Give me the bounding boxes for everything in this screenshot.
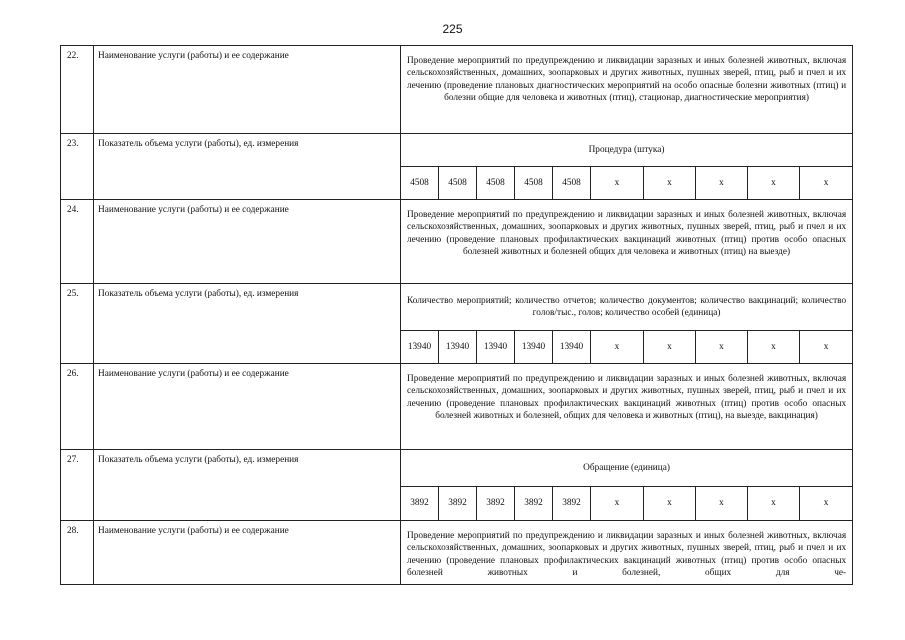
row-label: Показатель объема услуги (работы), ед. измерения	[94, 134, 401, 200]
value-cell: 13940	[401, 331, 439, 364]
value-cell: х	[644, 167, 696, 200]
value-cell: 3892	[477, 487, 515, 521]
value-cell: х	[696, 331, 748, 364]
table-row	[61, 46, 853, 134]
value-cell: х	[644, 331, 696, 364]
value-cell: 3892	[439, 487, 477, 521]
value-cell: 3892	[553, 487, 591, 521]
table-row	[61, 364, 853, 450]
value-cell: 3892	[515, 487, 553, 521]
value-cell: х	[696, 487, 748, 521]
value-cell: 4508	[477, 167, 515, 200]
value-cell: х	[644, 487, 696, 521]
service-description: Проведение мероприятий по предупреждению и ликвидации заразных и иных болезней животных, включая сельскохозяйственных, домашних, зоопарковых и других животных, пушных зверей, птиц, рыб и пчел и их лечению (проведение плановых профилактических вакцинаций животных (птиц) против особо опасных болезней животных и болезней, общих для человека и животных (птиц), на выезде, вакцинация)	[407, 374, 847, 421]
services-table	[60, 45, 853, 585]
value-cell: х	[800, 167, 853, 200]
value-cell: 13940	[477, 331, 515, 364]
row-number: 24.	[61, 200, 94, 284]
value-cell: х	[748, 167, 800, 200]
table-row	[61, 450, 853, 487]
service-description: Проведение мероприятий по предупреждению и ликвидации заразных и иных болезней животных, включая сельскохозяйственных, домашних, зоопарковых и других животных, пушных зверей, птиц, рыб и пчел и их лечению (проведение плановых профилактических вакцинаций животных (птиц) против особо опасных болезней животных и болезней общих для человека и животных (птиц) на выезде)	[407, 210, 847, 257]
value-cell: х	[800, 487, 853, 521]
row-number: 25.	[61, 284, 94, 364]
value-cell: 4508	[401, 167, 439, 200]
row-label: Показатель объема услуги (работы), ед. измерения	[94, 284, 401, 364]
value-cell: х	[591, 167, 644, 200]
row-number: 26.	[61, 364, 94, 450]
value-cell: 3892	[401, 487, 439, 521]
table-row	[61, 134, 853, 167]
value-cell: х	[591, 487, 644, 521]
value-cell: 13940	[515, 331, 553, 364]
page-number: 225	[442, 22, 463, 36]
row-label: Наименование услуги (работы) и ее содержание	[94, 46, 401, 134]
unit-of-measure: Обращение (единица)	[401, 450, 853, 487]
row-label: Наименование услуги (работы) и ее содержание	[94, 521, 401, 585]
row-number: 27.	[61, 450, 94, 521]
service-description: Проведение мероприятий по предупреждению и ликвидации заразных и иных болезней животных, включая сельскохозяйственных, домашних, зоопарковых и других животных, пушных зверей, птиц, рыб и пчел и их лечению (проведение плановых профилактических вакцинаций животных (птиц) против особо опасных болезней животных и болезней, общих для че-	[407, 531, 847, 578]
unit-of-measure: Процедура (штука)	[401, 134, 853, 167]
table-row	[61, 200, 853, 284]
value-cell: 4508	[553, 167, 591, 200]
value-cell: х	[696, 167, 748, 200]
row-label: Наименование услуги (работы) и ее содержание	[94, 364, 401, 450]
row-label: Показатель объема услуги (работы), ед. измерения	[94, 450, 401, 521]
table-row	[61, 284, 853, 331]
value-cell: х	[748, 331, 800, 364]
row-number: 23.	[61, 134, 94, 200]
row-number: 22.	[61, 46, 94, 134]
value-cell: х	[748, 487, 800, 521]
value-cell: 4508	[515, 167, 553, 200]
row-label: Наименование услуги (работы) и ее содержание	[94, 200, 401, 284]
table-row	[61, 521, 853, 585]
value-cell: 13940	[553, 331, 591, 364]
value-cell: х	[591, 331, 644, 364]
value-cell: 13940	[439, 331, 477, 364]
service-description: Проведение мероприятий по предупреждению и ликвидации заразных и иных болезней животных, включая сельскохозяйственных, домашних, зоопарковых и других животных, пушных зверей, птиц, рыб и пчел и их лечению (проведение плановых диагностических мероприятий на особо опасные болезни животных (птиц) и болезни общие для человека и животных (птиц), стационар, диагностические мероприятия)	[407, 56, 847, 103]
unit-of-measure: Количество мероприятий; количество отчетов; количество документов; количество вакцинаций; количество голов/тыс., голов; количество особей (единица)	[407, 295, 847, 318]
row-number: 28.	[61, 521, 94, 585]
value-cell: х	[800, 331, 853, 364]
value-cell: 4508	[439, 167, 477, 200]
